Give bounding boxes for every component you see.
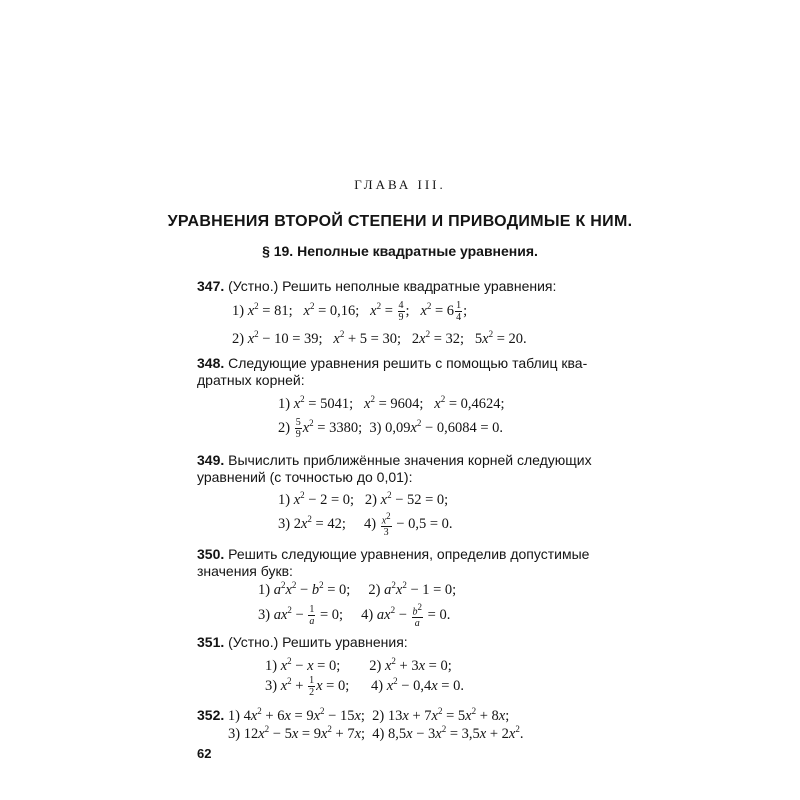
problem-number: 349.: [197, 452, 225, 468]
equation-line: 1) $x^2 = 81$; $x^2 = 0,16$; $x^2$ = $\frac{4}{9}$ ; $x^2 = 6$ $\frac{1}{4}$ ;: [232, 300, 468, 323]
chapter-title: УРАВНЕНИЯ ВТОРОЙ СТЕПЕНИ И ПРИВОДИМЫЕ К НИМ.: [167, 213, 633, 230]
problem-352: 352. 1) $4x^2 + 6x = 9x^2 - 15x$; 2) $13x + 7x^2 = 5x^2 + 8x$;: [197, 706, 510, 724]
problem-number: 351.: [197, 634, 225, 650]
equation-line: 2) $\frac{5}{9}$ $x^2 = 3380$; 3) $0,09x^2 - 0,6084 = 0$.: [278, 417, 503, 440]
problem-text: Следующие уравнения решить с помощью таблиц ква-: [228, 355, 588, 371]
equation-line: 1) $x^2 - 2 = 0$; 2) $x^2 - 52 = 0$;: [278, 490, 449, 508]
problem-351: [197, 634, 408, 650]
problem-text: Решить следующие уравнения, определив допустимые: [228, 546, 590, 562]
equation-line: 3) $2x^2 = 42$; 4) $\frac{x^2}{3}$ − 0,5 = 0.: [278, 511, 453, 539]
problem-number: 347.: [197, 278, 225, 294]
problem-text: (Устно.) Решить неполные квадратные уравнения:: [228, 278, 557, 294]
problem-number: 348.: [197, 355, 225, 371]
problem-text: (Устно.) Решить уравнения:: [228, 634, 408, 650]
page-number: 62: [197, 746, 212, 761]
problem-349: [197, 452, 592, 468]
equation-line: 1) $a^2x^2 - b^2 = 0$; 2) $a^2x^2 - 1 = 0$;: [258, 580, 457, 598]
equation-line: 3) $12x^2 - 5x = 9x^2 + 7x$; 4) $8,5x - 3x^2 = 3,5x + 2x^2$.: [228, 724, 524, 742]
problem-347: [197, 278, 556, 294]
section-title: § 19. Неполные квадратные уравнения.: [262, 243, 538, 259]
problem-350-continued: значения букв:: [197, 563, 293, 579]
equation-line: 1) $x^2 - x = 0$; 2) $x^2 + 3x = 0$;: [265, 656, 452, 674]
problem-number: 350.: [197, 546, 225, 562]
problem-348-continued: дратных корней:: [197, 372, 305, 388]
equation-line: 3) $x^2$ + $\frac{1}{2}$ x = 0; 4) $x^2 - 0,4x = 0$.: [265, 675, 464, 698]
problem-number: 352.: [197, 706, 225, 723]
equation-line: 1) $x^2 = 5041$; $x^2 = 9604$; $x^2 = 0,4624$;: [278, 394, 505, 412]
problem-348: [197, 355, 587, 371]
equation-line: 3) $ax^2$ − $\frac{1}{a}$ = 0; 4) $ax^2$ − $\frac{b^2}{a}$ = 0.: [258, 602, 451, 630]
chapter-label: ГЛАВА III.: [354, 177, 446, 192]
equation-line: 2) $x^2 - 10 = 39$; $x^2 + 5 = 30$; $2x^2 = 32$; $5x^2 = 20$.: [232, 329, 527, 347]
problem-350: [197, 546, 589, 562]
problem-349-continued: уравнений (с точностью до 0,01):: [197, 469, 413, 485]
problem-text: Вычислить приближённые значения корней следующих: [228, 452, 592, 468]
